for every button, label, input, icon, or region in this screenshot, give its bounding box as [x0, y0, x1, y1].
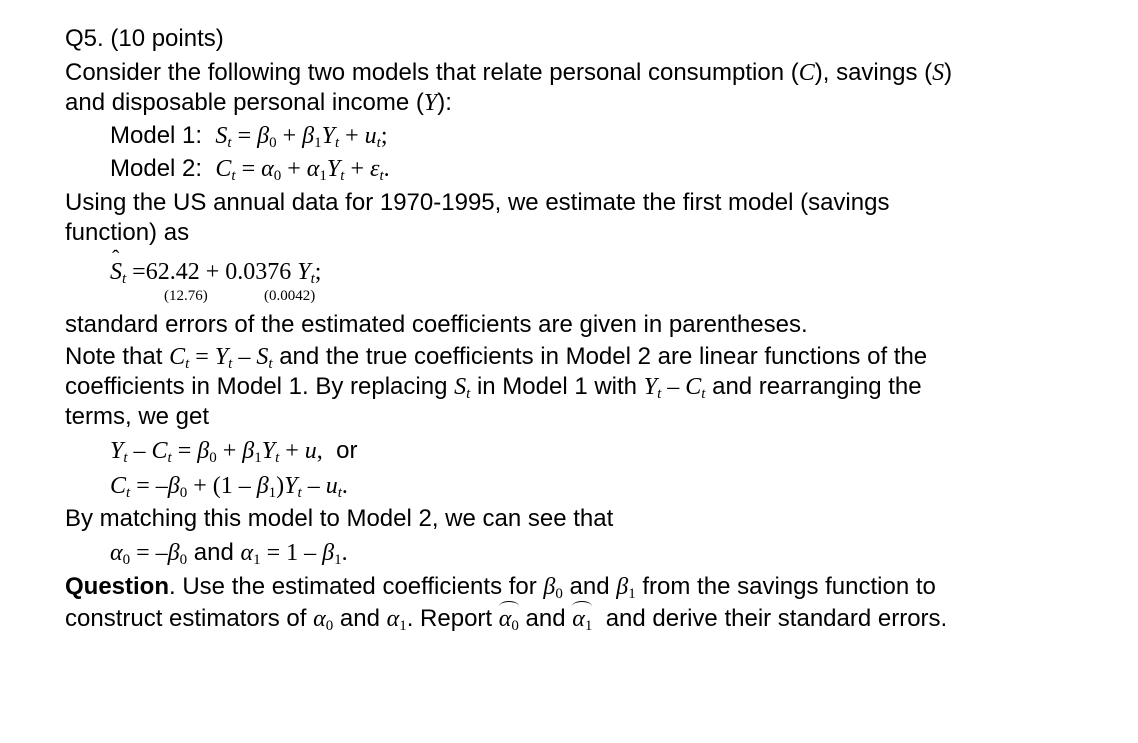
alpha1-hat: α1 — [572, 605, 592, 640]
var-savings: S — [932, 60, 945, 86]
alpha0-hat: α0 — [499, 605, 519, 640]
estimated-savings-function: ˆ $S_t =62.42 + 0.0376$ $Y_t$; — [110, 258, 321, 293]
var-income: Y — [423, 90, 438, 116]
model-2-label: Model 2: — [110, 155, 203, 182]
slope-standard-error: (0.0042) — [264, 288, 316, 304]
var-consumption: C — [798, 60, 815, 86]
standard-errors-note: standard errors of the estimated coefficients are given in parentheses. — [65, 311, 808, 338]
question-header: Q5. (10 points) — [65, 25, 224, 52]
derivation-line-1: Note that $C_t = Y_t - S_t$ and the true coefficients in Model 2 are linear functions of the — [65, 343, 928, 372]
estimation-line-1: Using the US annual data for 1970-1995, we estimate the first model (savings — [65, 189, 890, 216]
rearranged-equation-2: $C_t = -\beta 0 + (1 - \beta 1)Y_t - u_t$. — [110, 473, 348, 501]
matching-sentence: By matching this model to Model 2, we can see that — [65, 505, 614, 532]
coefficient-relations: α0 = –β0 and α1 = 1 – β1. — [110, 539, 348, 568]
question-line-2: construct estimators of α0 and α1. Report α0 and α1 and derive their standard errors. — [65, 605, 947, 640]
intro-line-2: and disposable personal income (Y): — [65, 89, 452, 116]
model-1-equation: Model 1: $S_t = \beta 0 + \beta 1Y_t + u_t$; — [110, 122, 388, 151]
rearranged-equation-1: $Y_t - C_t = \beta 0 + \beta 1Y_t + u$, or — [110, 437, 358, 466]
derivation-line-3: terms, we get — [65, 403, 210, 430]
slope-estimate: 0.0376 — [225, 259, 292, 285]
derivation-line-2: coefficients in Model 1. By replacing $S_t$ in Model 1 with $Y_t - C_t$ and rearranging the — [65, 373, 922, 402]
intercept-estimate: 62.42 — [145, 259, 200, 285]
question-line-1: Question. Use the estimated coefficients for β0 and β1 from the savings function to — [65, 573, 936, 602]
model-2-equation: Model 2: $C_t = \alpha 0 + \alpha 1Y_t + \varepsilon_t$. — [110, 155, 390, 184]
estimation-line-2: function) as — [65, 219, 190, 246]
intro-line-1: Consider the following two models that relate personal consumption (C), savings (S) — [65, 59, 953, 86]
intercept-standard-error: (12.76) — [164, 288, 208, 304]
question-label: Question — [65, 573, 170, 600]
model-1-label: Model 1: — [110, 122, 203, 149]
